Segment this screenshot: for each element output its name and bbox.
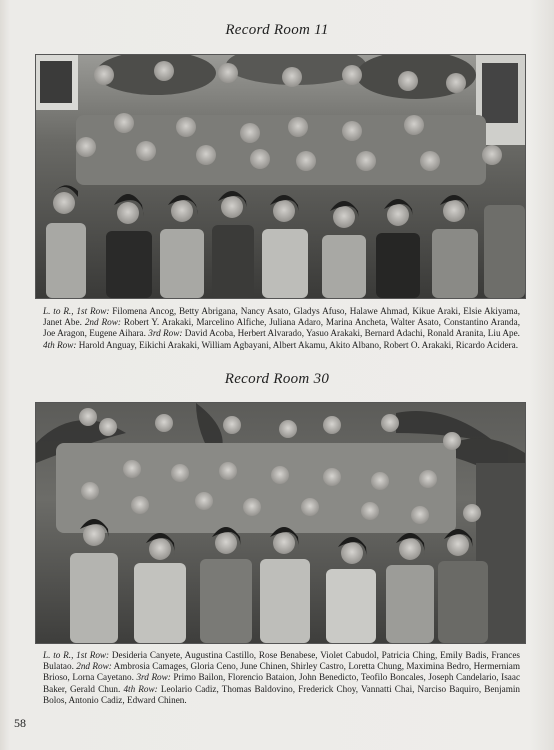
caption-row3-names: Primo Bailon, Florencio Bataion, John Benedicto, Teofilo Boncales, Joseph Candelario, Isaac Baker, Gerald Chun. [43,672,521,694]
section-title-record-room-11: Record Room 11 [225,22,329,38]
caption-prefix: L. to R., 1st Row: [43,306,110,316]
caption-prefix: L. to R., 1st Row: [43,650,110,660]
caption-row2-label: 2nd Row: [76,661,112,672]
caption-row4-label: 4th Row: [43,339,77,350]
section-title-record-room-30: Record Room 30 [224,371,330,387]
caption-row4-names: Leolario Cadiz, Thomas Baldovino, Frederick Choy, Vannatti Chai, Narciso Baquiro, Benjamin Bolos, Antonio Cadiz, Edward Chinen. [43,683,520,705]
caption-record-room-11 [43,306,520,351]
caption-row3-names: David Acoba, Herbert Alvarado, Yasuo Arakaki, Bernard Adachi, Ronald Aranita, Liu Ape. [184,328,520,339]
caption-row1-names: Filomena Ancog, Betty Abrigana, Nancy Asato, Gladys Afuso, Halawe Ahmad, Kikue Araki, Elsie Akiyama, Janet Abe. [43,306,521,328]
caption-row2-names: Robert Y. Arakaki, Marcelino Alfiche, Juliana Adaro, Marina Ancheta, Walter Asato, Constantino Aranda, Joe Aragon, Eugene Aihara. [43,317,520,339]
class-photo-record-room-11 [36,55,525,298]
caption-row2-label: 2nd Row: [84,317,121,328]
caption-row4-names: Harold Anguay, Eikichi Arakaki, William Agbayani, Albert Akamu, Akito Albano, Robert O. Arakaki, Ricardo Acidera. [78,339,518,350]
caption-row3-label: 3rd Row: [148,328,183,339]
caption-row2-names: Ambrosia Camages, Gloria Ceno, June Chinen, Shirley Castro, Loretta Chung, Maximina Bedro, Hermerniam Brioso, Lorna Cayetano. [43,661,520,683]
caption-row1-names: Desideria Canyete, Augustina Castillo, Rose Benabese, Violet Cabudol, Patricia Ching, Emily Badis, Frances Bulatao. [43,650,520,672]
class-photo-image [36,403,525,643]
page-number: 58 [14,716,26,730]
class-photo-record-room-30 [36,403,525,643]
caption-row3-label: 3rd Row: [136,672,171,683]
caption-record-room-30 [43,650,520,706]
class-photo-image [36,55,525,298]
caption-row4-label: 4th Row: [123,683,158,694]
